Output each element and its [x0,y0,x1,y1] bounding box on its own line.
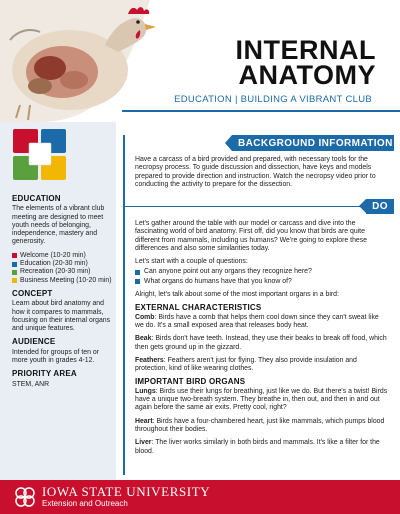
welcome-bullet-icon [12,253,17,258]
page-subtitle: EDUCATION | BUILDING A VIBRANT CLUB [174,94,372,105]
page-title [235,35,377,90]
priority-heading: PRIORITY AREA [12,369,77,379]
do-heading: DO [372,201,388,212]
audience-heading: AUDIENCE [12,337,56,347]
education-heading: EDUCATION [12,194,61,203]
schedule-label: Welcome (10-20 min) [20,251,86,259]
background-text: Have a carcass of a bird provided and prepared, with necessary tools for the necropsy process. To guide discussion and dissection, have keys and models prepared to provide direction and instruction. Watch the necropsy video prior to conducting the activity to prepare for the dissection. [135,156,376,188]
do-divider [125,206,360,207]
chicken-anatomy-illustration [0,0,172,122]
schedule-item [12,260,112,268]
comb-term: Comb [135,313,155,321]
business-bullet-icon [12,278,17,283]
lungs-paragraph [135,388,389,413]
feathers-term: Feathers [135,356,164,364]
priority-text: STEM, ANR [12,380,50,388]
do-banner [366,199,394,214]
schedule-item [12,268,112,276]
lungs-text: : Birds use their lungs for breathing, just like we do. But there's a twist! Birds have a unique two-breath system. They breathe in, then out, and then in and out again before the same air exits. Pretty cool, right? [135,387,388,412]
lungs-term: Lungs [135,387,156,395]
comb-paragraph [135,314,389,331]
liver-term: Liver [135,439,152,447]
sidebar-content [12,195,112,394]
footer [0,480,400,514]
liver-text: : The liver works similarly in both birds and mammals. It's like a filter for the blood. [135,439,380,455]
transition-text: Alright, let's talk about some of the most important organs in a bird: [135,291,339,299]
university-name: IOWA STATE UNIVERSITY [42,484,211,499]
education-bullet-icon [12,262,17,267]
comb-text: : Birds have a comb that helps them cool down since they can't sweat like we do. It's a small exposed area that releases body heat. [135,313,379,329]
extension-name: Extension and Outreach [42,499,128,508]
content-divider [123,135,125,475]
list-item [135,268,389,276]
feathers-paragraph [135,357,389,374]
external-heading: EXTERNAL CHARACTERISTICS [135,303,262,313]
concept-text: Learn about bird anatomy and how it compares to mammals, focusing on their internal organs and unique features. [12,300,111,333]
question-text: What organs do humans have that you know of? [144,277,292,285]
header-divider [122,110,400,112]
background-heading: BACKGROUND INFORMATION [238,137,393,149]
do-intro: Let's gather around the table with our model or carcass and dive into the fascinating world of bird anatomy. First off, did you know that birds are quite different from mammals, including us humans? We're going to explore these differences and also some similarities today. [135,220,368,252]
list-item [135,278,389,286]
heart-paragraph [135,418,389,435]
feathers-text: : Feathers aren't just for flying. They also provide insulation and protection, kind of like wearing clothes. [135,356,357,373]
question-text: Can anyone point out any organs they recognize here? [144,268,312,276]
concept-heading: CONCEPT [12,288,53,298]
schedule-item [12,277,112,285]
audience-text: Intended for groups of ten or more youth in grades 4-12. [12,348,99,365]
beak-term: Beak [135,335,152,343]
schedule-list [12,252,112,285]
bullet-icon [135,270,140,275]
do-section [135,220,389,461]
four-h-clover-icon [12,128,68,182]
schedule-item [12,252,112,260]
heart-term: Heart [135,417,153,425]
background-section [135,156,389,194]
title-line-1: INTERNAL [235,35,376,65]
schedule-label: Recreation (20-30 min) [20,268,91,276]
page-header [0,0,400,122]
heart-text: : Birds have a four-chambered heart, just like mammals, which pumps blood throughout their bodies. [135,417,385,433]
clover-logo-icon [14,486,36,508]
schedule-label: Education (20-30 min) [20,260,88,268]
organs-heading: IMPORTANT BIRD ORGANS [135,377,246,387]
schedule-label: Business Meeting (10-20 min) [20,276,112,284]
liver-paragraph [135,439,389,456]
beak-text: : Birds don't have teeth. Instead, they use their beaks to break off food, which then gets ground up in the gizzard. [135,335,387,351]
background-banner [232,135,394,151]
beak-paragraph [135,335,389,352]
bullet-icon [135,279,140,284]
title-line-2: ANATOMY [238,60,376,90]
education-text: The elements of a vibrant club meeting are designed to meet youth needs of belonging, independence, mastery and generosity. [12,205,105,246]
questions-intro: Let's start with a couple of questions: [135,258,248,266]
recreation-bullet-icon [12,270,17,275]
